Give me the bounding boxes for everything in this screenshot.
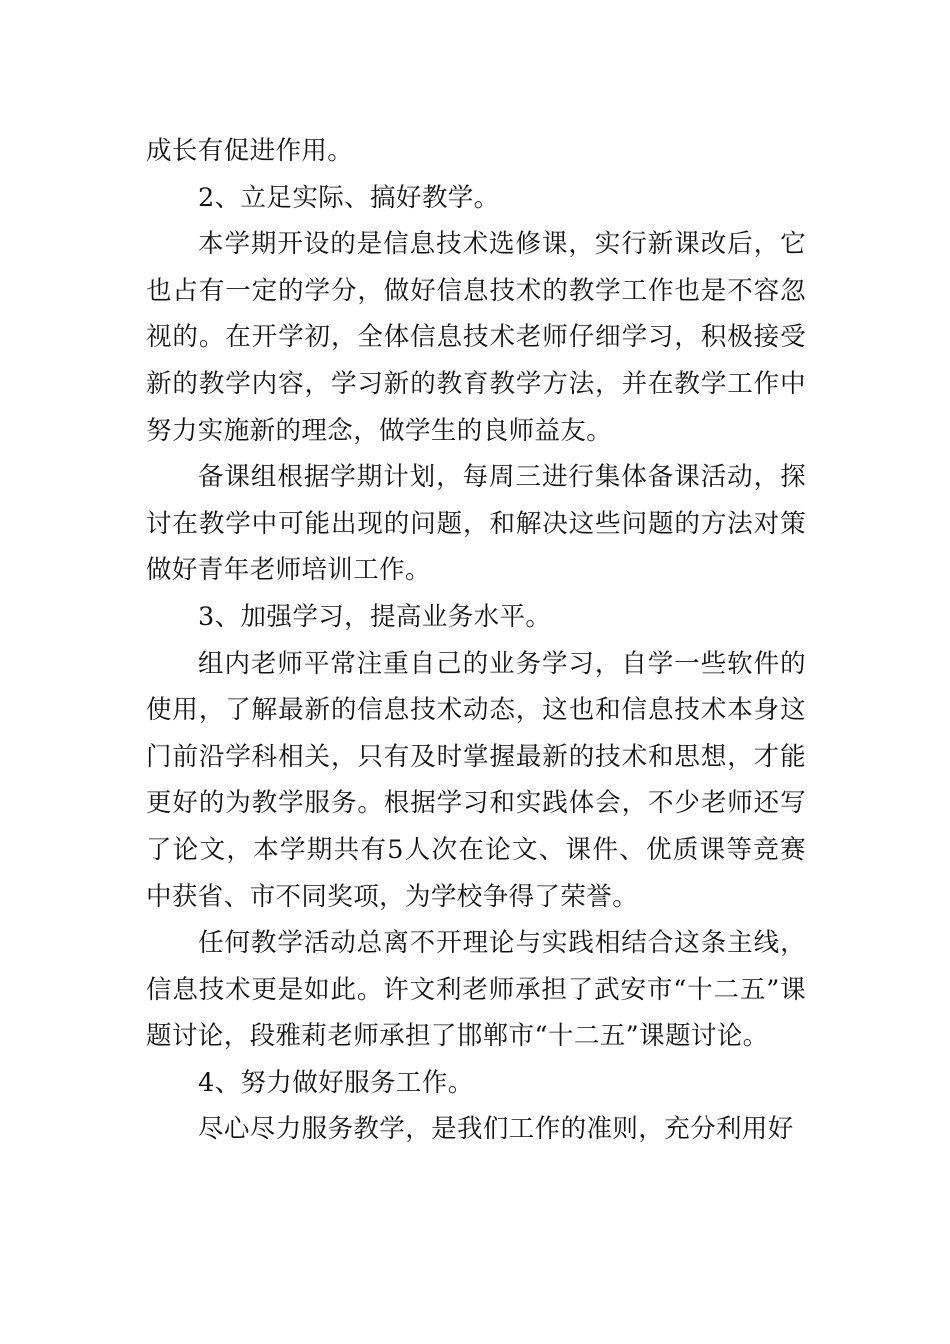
section-heading-2: 2、立足实际、搞好教学。	[198, 182, 500, 213]
paragraph-elective-course: 本学期开设的是信息技术选修课，实行新课改后，它也占有一定的学分，做好信息技术的教学工作也是不容忽视的。在开学初，全体信息技术老师仔细学习，积极接受新的教学内容，学习新的教育教学方法，并在教学工作中努力实施新的理念，做学生的良师益友。	[146, 229, 806, 446]
paragraph-continuation: 成长有促进作用。	[146, 136, 354, 166]
section-heading-4: 4、努力做好服务工作。	[198, 1067, 474, 1098]
paragraph-lesson-prep-group: 备课组根据学期计划，每周三进行集体备课活动，探讨在教学中可能出现的问题，和解决这些问题的方法对策做好青年老师培训工作。	[146, 462, 806, 586]
document-body	[146, 128, 806, 1153]
paragraph-service-work: 尽心尽力服务教学，是我们工作的准则，充分利用好	[198, 1114, 794, 1145]
paragraph-theory-practice: 任何教学活动总离不开理论与实践相结合这条主线，信息技术更是如此。许文利老师承担了武安市“十二五”课题讨论，段雅莉老师承担了邯郸市“十二五”课题讨论。	[146, 928, 806, 1052]
paragraph-professional-study: 组内老师平常注重自己的业务学习，自学一些软件的使用，了解最新的信息技术动态，这也和信息技术本身这门前沿学科相关，只有及时掌握最新的技术和思想，才能更好的为教学服务。根据学习和实践体会，不少老师还写了论文，本学期共有5人次在论文、课件、优质课等竞赛中获省、市不同奖项，为学校争得了荣誉。	[146, 648, 806, 912]
section-heading-3: 3、加强学习，提高业务水平。	[198, 601, 552, 632]
